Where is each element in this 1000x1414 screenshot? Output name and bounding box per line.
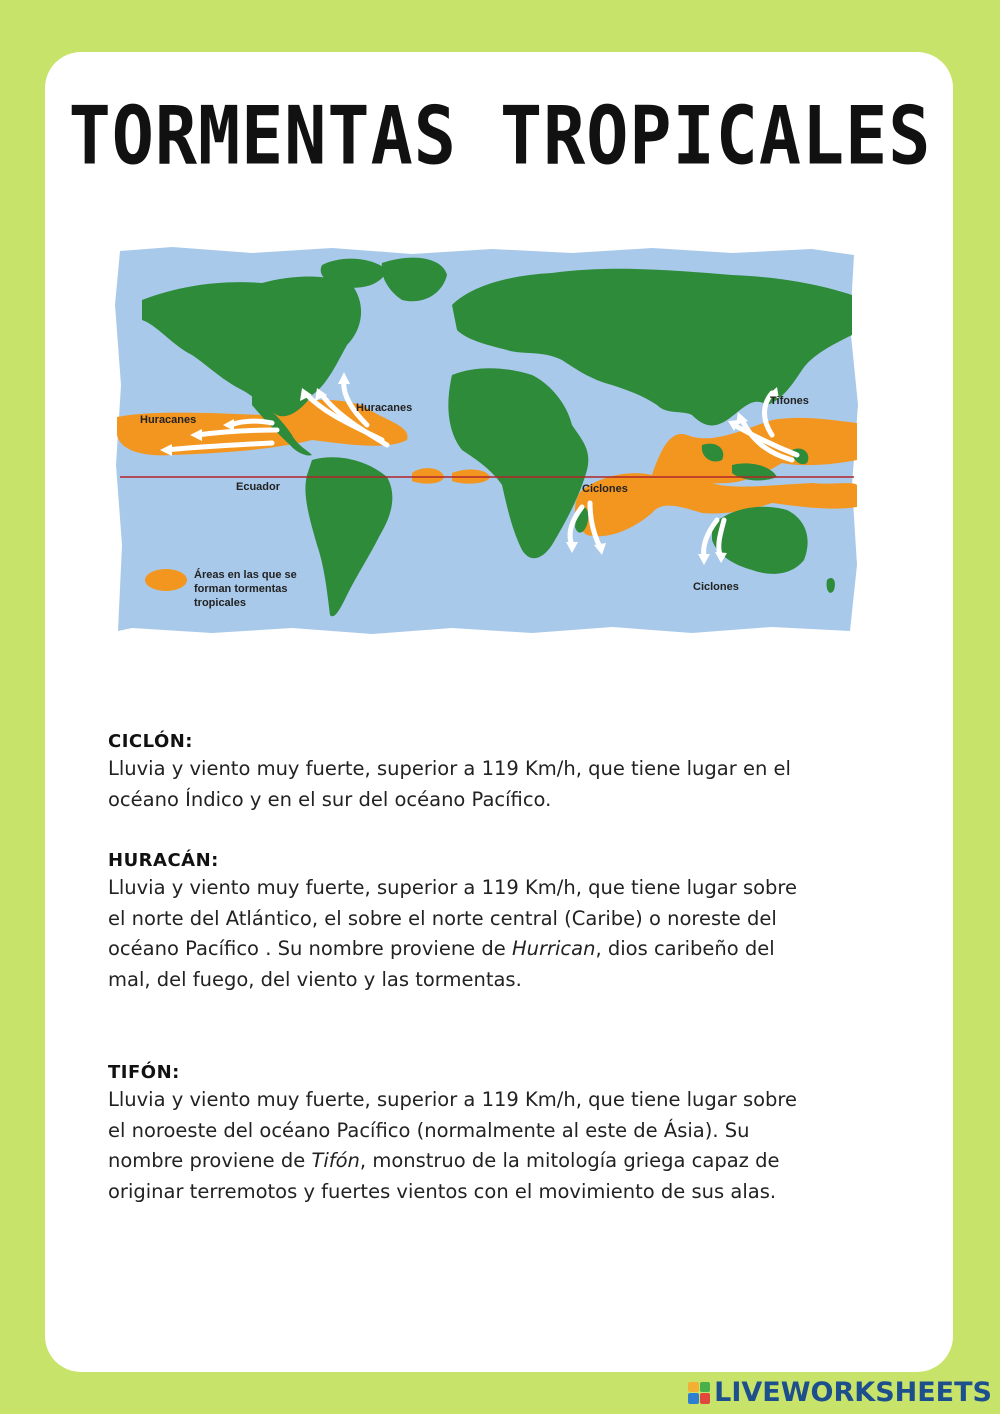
liveworksheets-brand: LIVEWORKSHEETS <box>714 1377 992 1408</box>
label-ciclones-australia: Ciclones <box>693 581 739 593</box>
section-tifon <box>108 1062 888 1207</box>
heading-huracan: HURACÁN: <box>108 850 219 871</box>
legend-line-1: Áreas en las que se <box>194 569 297 581</box>
body-huracan-line-1: Lluvia y viento muy fuerte, superior a 119 Km/h, que tiene lugar sobre <box>108 876 798 899</box>
legend-swatch <box>145 569 187 591</box>
body-huracan <box>108 873 888 995</box>
section-ciclon <box>108 731 888 815</box>
liveworksheets-logo[interactable] <box>688 1377 992 1408</box>
body-tifon-line-4: originar terremotos y fuertes vientos con el movimiento de sus alas. <box>108 1179 777 1203</box>
body-huracan-line-4: mal, del fuego, del viento y las tormentas. <box>108 967 522 991</box>
body-tifon <box>108 1085 888 1207</box>
body-huracan-line-2: el norte del Atlántico, el sobre el norte central (Caribe) o noreste del <box>108 906 777 930</box>
label-ciclones-india: Ciclones <box>582 483 628 495</box>
icon-cell-3 <box>688 1393 699 1404</box>
section-huracan <box>108 850 888 995</box>
liveworksheets-icon <box>688 1382 710 1404</box>
body-huracan-line-3b: , dios caribeño del <box>595 937 775 960</box>
label-huracanes-right: Huracanes <box>356 402 413 414</box>
body-ciclon-line-2: océano Índico y en el sur del océano Pacífico. <box>108 787 552 811</box>
body-huracan-line-3a: océano Pacífico . Su nombre proviene de <box>108 937 512 960</box>
icon-cell-4 <box>700 1393 711 1404</box>
label-huracanes-left: Huracanes <box>140 414 197 426</box>
body-huracan-hurrican: Hurrican <box>511 937 596 960</box>
legend-line-2: forman tormentas <box>194 583 288 595</box>
body-tifon-line-3a: nombre proviene de <box>108 1149 312 1172</box>
body-tifon-line-2: el noroeste del océano Pacífico (normalmente al este de Ásia). Su <box>108 1118 750 1142</box>
label-tifones: Tifones <box>770 395 809 407</box>
world-map <box>112 245 860 635</box>
body-tifon-line-3b: , monstruo de la mitología griega capaz de <box>359 1149 780 1172</box>
body-tifon-tifon: Tifón <box>311 1149 360 1172</box>
heading-ciclon: CICLÓN: <box>108 731 194 752</box>
heading-tifon: TIFÓN: <box>108 1062 180 1083</box>
icon-cell-1 <box>688 1382 699 1393</box>
body-tifon-line-1: Lluvia y viento muy fuerte, superior a 119 Km/h, que tiene lugar sobre <box>108 1088 798 1111</box>
icon-cell-2 <box>700 1382 711 1393</box>
body-ciclon-line-1: Lluvia y viento muy fuerte, superior a 119 Km/h, que tiene lugar en el <box>108 757 791 780</box>
legend-line-3: tropicales <box>194 597 246 609</box>
page-title: TORMENTAS TROPICALES <box>68 88 932 184</box>
body-ciclon <box>108 754 888 815</box>
label-ecuador: Ecuador <box>236 481 281 493</box>
